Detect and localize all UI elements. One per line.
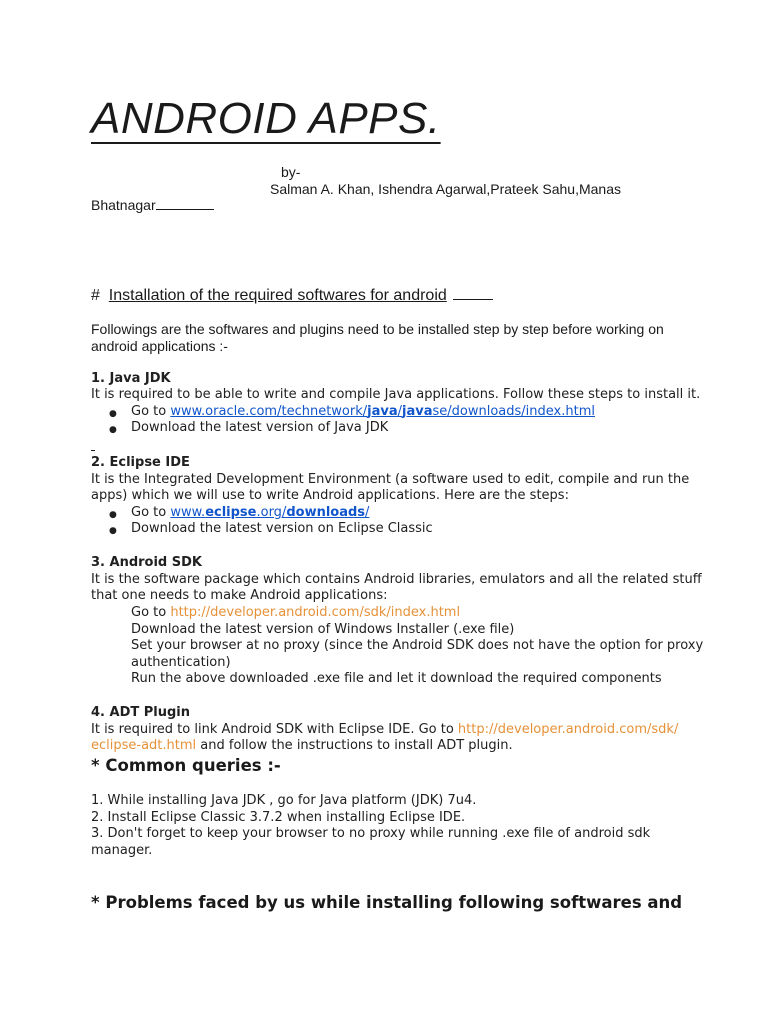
sdk-step-2: Download the latest version of Windows Installer (.exe file) [131,622,515,637]
eclipse-download-link[interactable]: www.eclipse.org/downloads/ [170,505,370,520]
eclipse-description-2: apps) which we will use to write Android applications. Here are the steps: [91,488,569,503]
common-queries-heading: * Common queries :- [91,756,281,775]
hash-mark: # [91,287,100,304]
sdk-heading: 3. Android SDK [91,555,202,570]
java-description: It is required to be able to write and compile Java applications. Follow these steps to install it. [91,387,701,402]
oracle-download-link[interactable]: www.oracle.com/technetwork/java/javase/downloads/index.html [170,404,595,419]
eclipse-description-1: It is the Integrated Development Environment (a software used to edit, compile and run the [91,472,690,487]
intro-line-1: Followings are the softwares and plugins need to be installed step by step before working on [91,321,664,337]
heading-blank-line [453,287,493,300]
adt-description-2: eclipse-adt.html and follow the instructions to install ADT plugin. [91,738,513,753]
section-heading [91,286,493,306]
authors-line-2 [91,197,214,214]
java-goto-item [131,404,595,421]
java-goto-label: Go to [131,404,171,419]
blank-line [156,197,214,210]
sdk-step-4: Run the above downloaded .exe file and let it download the required components [131,671,662,686]
sdk-description-1: It is the software package which contains Android libraries, emulators and all the related stuff [91,572,702,587]
adt-description-1: It is required to link Android SDK with Eclipse IDE. Go to http://developer.android.com/sdk/ [91,722,679,737]
eclipse-goto-label: Go to [131,505,171,520]
eclipse-goto-item [131,505,369,522]
common-query-1: 1. While installing Java JDK , go for Java platform (JDK) 7u4. [91,793,477,808]
eclipse-download-item: ● Download the latest version on Eclipse Classic [131,521,433,538]
authors-last-name: Bhatnagar [91,197,156,213]
adt-heading: 4. ADT Plugin [91,705,191,720]
sdk-goto-label: Go to [131,605,171,620]
sdk-goto-item [131,605,460,622]
common-query-3a: 3. Don't forget to keep your browser to no proxy while running .exe file of android sdk [91,826,651,841]
java-heading: 1. Java JDK [91,371,171,386]
by-label: by- [281,164,301,180]
common-query-3b: manager. [91,843,153,858]
sdk-step-3a: Set your browser at no proxy (since the Android SDK does not have the option for proxy [131,638,704,653]
section-heading-text: Installation of the required softwares for android [108,287,447,304]
adt-link-part-1[interactable]: http://developer.android.com/sdk/ [457,722,679,737]
adt-link-part-2[interactable]: eclipse-adt.html [91,738,197,753]
intro-line-2: android applications :- [91,338,228,354]
sdk-step-3b: authentication) [131,655,231,670]
java-download-item: ● Download the latest version of Java JDK [131,420,388,437]
eclipse-heading: 2. Eclipse IDE [91,455,190,470]
document-title: ANDROID APPS. [91,94,441,143]
common-query-2: 2. Install Eclipse Classic 3.7.2 when installing Eclipse IDE. [91,810,466,825]
problems-heading: * Problems faced by us while installing following softwares and [91,893,683,912]
sdk-description-2: that one needs to make Android applications: [91,588,388,603]
authors-line-1: Salman A. Khan, Ishendra Agarwal,Prateek Sahu,Manas [270,181,621,197]
sdk-download-link[interactable]: http://developer.android.com/sdk/index.html [170,605,461,620]
small-underline-mark [91,450,95,451]
